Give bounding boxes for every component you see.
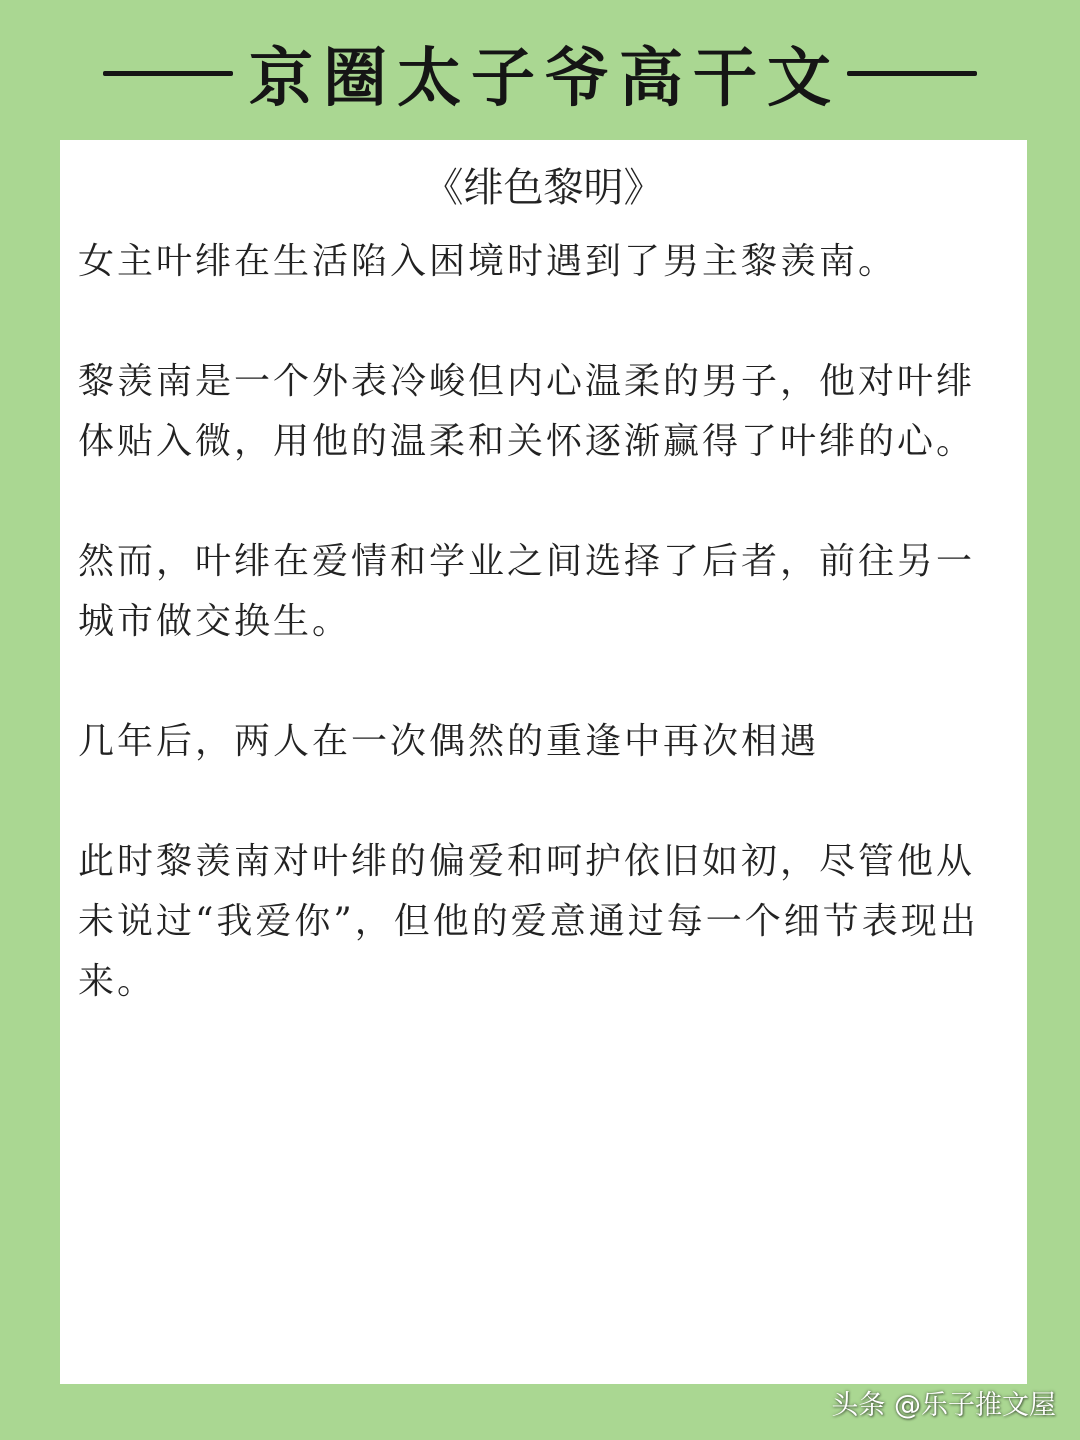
paragraph: 然而，叶绯在爱情和学业之间选择了后者，前往另一城市做交换生。 xyxy=(78,541,976,642)
content-card xyxy=(60,140,1027,1384)
header-left-dash xyxy=(103,71,233,76)
header-right-dash xyxy=(847,71,977,76)
paragraph: 女主叶绯在生活陷入困境时遇到了男主黎羡南。 xyxy=(78,241,898,282)
source-watermark: 头条 @乐子推文屋 xyxy=(831,1390,1056,1421)
page-title: 京圈太子爷高干文 xyxy=(249,41,841,116)
synopsis-body xyxy=(78,232,1008,1072)
book-title: 《绯色黎明》 xyxy=(423,165,664,211)
page-header xyxy=(0,28,1080,118)
paragraph: 黎羡南是一个外表冷峻但内心温柔的男子，他对叶绯体贴入微，用他的温柔和关怀逐渐赢得了叶绯的心。 xyxy=(78,361,976,462)
paragraph: 此时黎羡南对叶绯的偏爱和呵护依旧如初，尽管他从未说过“我爱你”，但他的爱意通过每一个细节表现出来。 xyxy=(78,841,979,1002)
paragraph: 几年后，两人在一次偶然的重逢中再次相遇 xyxy=(78,721,820,762)
